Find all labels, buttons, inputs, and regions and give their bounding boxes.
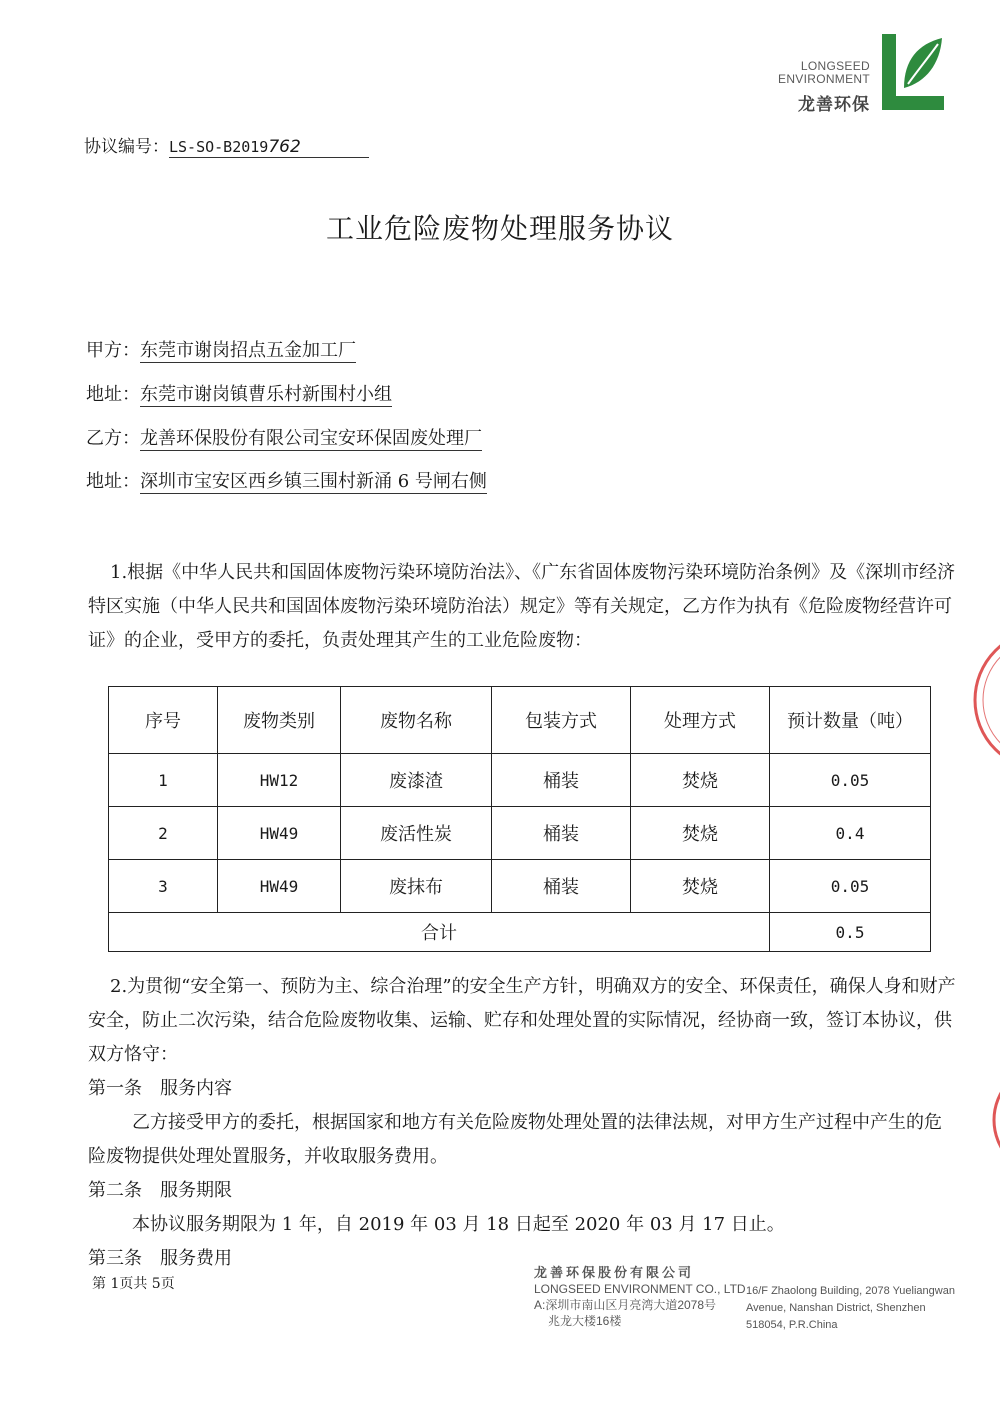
agreement-number — [84, 132, 369, 158]
header-category: 废物类别 — [218, 687, 341, 754]
table-header-row — [109, 687, 931, 754]
cell-quantity: 0.05 — [770, 860, 931, 913]
leaf-logo-icon — [878, 30, 948, 114]
footer-address-cn-1: A:深圳市南山区月亮湾大道2078号 — [534, 1298, 717, 1312]
cell-name: 废抹布 — [341, 860, 492, 913]
party-a-address — [86, 380, 392, 406]
clause-1 — [88, 556, 958, 658]
cell-packaging: 桶装 — [492, 860, 631, 913]
party-b-label: 乙方： — [86, 428, 140, 449]
page-number: 第 1页共 5页 — [92, 1276, 175, 1292]
agreement-number-label: 协议编号： — [84, 137, 169, 157]
article-1-body: 乙方接受甲方的委托，根据国家和地方有关危险废物处理处置的法律法规，对甲方生产过程中产生的危险废物提供处理处置服务，并收取服务费用。 — [88, 1112, 942, 1167]
footer-company-cn: 龙善环保股份有限公司 — [534, 1265, 695, 1280]
waste-table — [108, 686, 931, 952]
article-3-heading: 第三条 服务费用 — [88, 1248, 232, 1269]
party-b-address — [86, 467, 487, 493]
article-1-heading: 第一条 服务内容 — [88, 1078, 232, 1099]
table-row — [109, 860, 931, 913]
clause-2 — [88, 970, 958, 1276]
cell-treatment: 焚烧 — [631, 860, 770, 913]
logo-chinese: 龙善环保 — [798, 95, 870, 114]
cell-category: HW49 — [218, 807, 341, 860]
header-treatment: 处理方式 — [631, 687, 770, 754]
cell-seq: 2 — [109, 807, 218, 860]
agreement-number-value: LS-SO-B2019 — [169, 138, 269, 156]
footer-address-cn-2: 兆龙大楼16楼 — [548, 1314, 622, 1328]
clause-2-text: 2.为贯彻“安全第一、预防为主、综合治理”的安全生产方针，明确双方的安全、环保责任，确保人身和财产安全，防止二次污染，结合危险废物收集、运输、贮存和处理处置的实际情况，经协商一致，签订本协议，供双方恪守： — [88, 976, 956, 1065]
cell-name: 废漆渣 — [341, 754, 492, 807]
cell-category: HW12 — [218, 754, 341, 807]
party-b-value: 龙善环保股份有限公司宝安环保固废处理厂 — [140, 428, 482, 449]
party-a-label: 甲方： — [86, 340, 140, 361]
article-2-body: 本协议服务期限为 1 年，自 2019 年 03 月 18 日起至 2020 年 03 月 17 日止。 — [132, 1214, 785, 1235]
cell-treatment: 焚烧 — [631, 754, 770, 807]
header-name: 废物名称 — [341, 687, 492, 754]
footer-address-en — [746, 1283, 955, 1334]
footer-address-en-3: 518054, P.R.China — [746, 1319, 838, 1331]
logo-english-line2: ENVIRONMENT — [778, 72, 870, 86]
document-title: 工业危险废物处理服务协议 — [325, 212, 674, 245]
party-a-value: 东莞市谢岗招点五金加工厂 — [140, 340, 356, 361]
footer-address-en-1: 16/F Zhaolong Building, 2078 Yueliangwan — [746, 1285, 955, 1297]
article-2-heading: 第二条 服务期限 — [88, 1180, 232, 1201]
header-quantity: 预计数量（吨） — [770, 687, 931, 754]
cell-treatment: 焚烧 — [631, 807, 770, 860]
cell-category: HW49 — [218, 860, 341, 913]
cell-packaging: 桶装 — [492, 807, 631, 860]
cell-packaging: 桶装 — [492, 754, 631, 807]
header-seq: 序号 — [109, 687, 218, 754]
cell-name: 废活性炭 — [341, 807, 492, 860]
total-label: 合计 — [109, 913, 770, 952]
clause-1-text: 1.根据《中华人民共和国固体废物污染环境防治法》、《广东省固体废物污染环境防治条例》及《深圳市经济特区实施（中华人民共和国固体废物污染环境防治法）规定》等有关规定，乙方作为执有《危险废物经营许可证》的企业，受甲方的委托，负责处理其产生的工业危险废物： — [88, 562, 956, 651]
party-a-address-label: 地址： — [86, 384, 140, 405]
table-row — [109, 754, 931, 807]
red-seal-stamp-icon-2 — [980, 1060, 1000, 1180]
cell-seq: 1 — [109, 754, 218, 807]
footer-company-en: LONGSEED ENVIRONMENT CO., LTD — [534, 1282, 746, 1296]
total-value: 0.5 — [770, 913, 931, 952]
party-b-address-label: 地址： — [86, 471, 140, 492]
handwritten-number: 762 — [268, 137, 301, 157]
party-a — [86, 336, 356, 362]
table-row — [109, 807, 931, 860]
header-packaging: 包装方式 — [492, 687, 631, 754]
logo-english-line1: LONGSEED — [800, 59, 870, 73]
party-b-address-value: 深圳市宝安区西乡镇三围村新涌 6 号闸右侧 — [140, 471, 487, 492]
footer-company — [534, 1265, 746, 1329]
footer-address-en-2: Avenue, Nanshan District, Shenzhen — [746, 1302, 926, 1314]
party-b — [86, 424, 482, 450]
table-total-row — [109, 913, 931, 952]
cell-quantity: 0.4 — [770, 807, 931, 860]
company-logo-text — [778, 60, 870, 115]
cell-seq: 3 — [109, 860, 218, 913]
red-seal-stamp-icon — [965, 625, 1000, 775]
party-a-address-value: 东莞市谢岗镇曹乐村新围村小组 — [140, 384, 392, 405]
cell-quantity: 0.05 — [770, 754, 931, 807]
